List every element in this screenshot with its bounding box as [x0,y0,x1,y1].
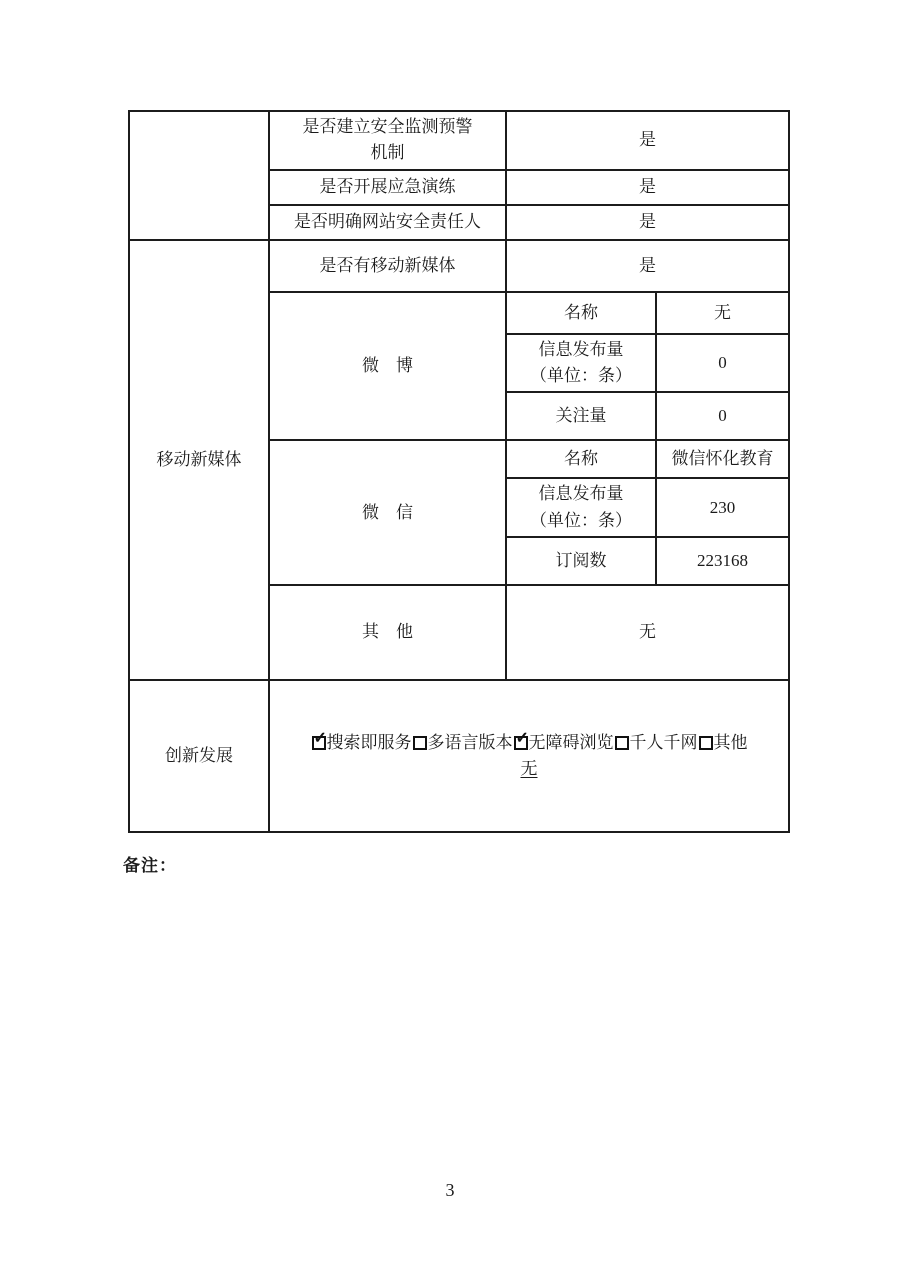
innovation-option [614,733,698,752]
innovation-category-cell: 创新发展 [129,680,269,832]
checkbox-icon [312,736,326,750]
innovation-option [513,733,614,752]
checkbox-icon [699,736,713,750]
weibo-label-cell: 微 博 [269,292,506,441]
security-question-cell: 是否开展应急演练 [269,170,506,205]
wechat-subscribers-label-cell: 订阅数 [506,537,656,585]
checkbox-icon [413,736,427,750]
innovation-option [311,733,412,752]
weibo-name-value-cell: 无 [656,292,789,334]
innovation-other-value: 无 [520,759,538,779]
report-table [128,110,790,833]
innovation-options-cell [269,680,789,832]
innovation-option-label: 多语言版本 [427,732,513,752]
other-media-value-cell: 无 [506,585,789,680]
table-row [129,240,789,292]
checkbox-icon [514,736,528,750]
security-category-cell [129,111,269,240]
weibo-followers-value-cell: 0 [656,392,789,440]
innovation-option [412,733,513,752]
remarks-label: 备注： [123,856,177,875]
security-answer-cell: 是 [506,111,789,170]
innovation-options-line [274,730,784,756]
innovation-option-label: 无障碍浏览 [528,732,614,752]
wechat-name-value-cell: 微信怀化教育 [656,440,789,478]
innovation-option-label: 千人千网 [629,732,698,752]
weibo-name-label-cell: 名称 [506,292,656,334]
security-answer-cell: 是 [506,205,789,240]
security-answer-cell: 是 [506,170,789,205]
wechat-posts-label-line2: （单位：条） [530,510,632,530]
other-media-label-cell: 其 他 [269,585,506,680]
has-mobile-media-answer-cell: 是 [506,240,789,292]
wechat-posts-label-cell [506,478,656,537]
mobile-media-category-cell: 移动新媒体 [129,240,269,680]
weibo-posts-label-line1: 信息发布量 [538,339,624,359]
wechat-posts-label-line1: 信息发布量 [538,484,624,504]
table-row [129,680,789,832]
innovation-option-label: 搜索即服务 [326,732,412,752]
innovation-option [698,733,748,752]
security-question-cell [269,111,506,170]
wechat-subscribers-value-cell: 223168 [656,537,789,585]
innovation-option-label: 其他 [713,732,748,752]
wechat-posts-value-cell: 230 [656,478,789,537]
weibo-posts-label-line2: （单位：条） [530,366,632,386]
weibo-posts-value-cell: 0 [656,334,789,393]
wechat-name-label-cell: 名称 [506,440,656,478]
table-row [129,111,789,170]
security-question-cell: 是否明确网站安全责任人 [269,205,506,240]
innovation-other-line [274,756,784,782]
weibo-posts-label-cell [506,334,656,393]
security-question-text: 是否建立安全监测预警机制 [302,117,473,163]
page-number: 3 [445,1180,455,1200]
has-mobile-media-question-cell: 是否有移动新媒体 [269,240,506,292]
weibo-followers-label-cell: 关注量 [506,392,656,440]
checkbox-icon [615,736,629,750]
wechat-label-cell: 微 信 [269,440,506,585]
